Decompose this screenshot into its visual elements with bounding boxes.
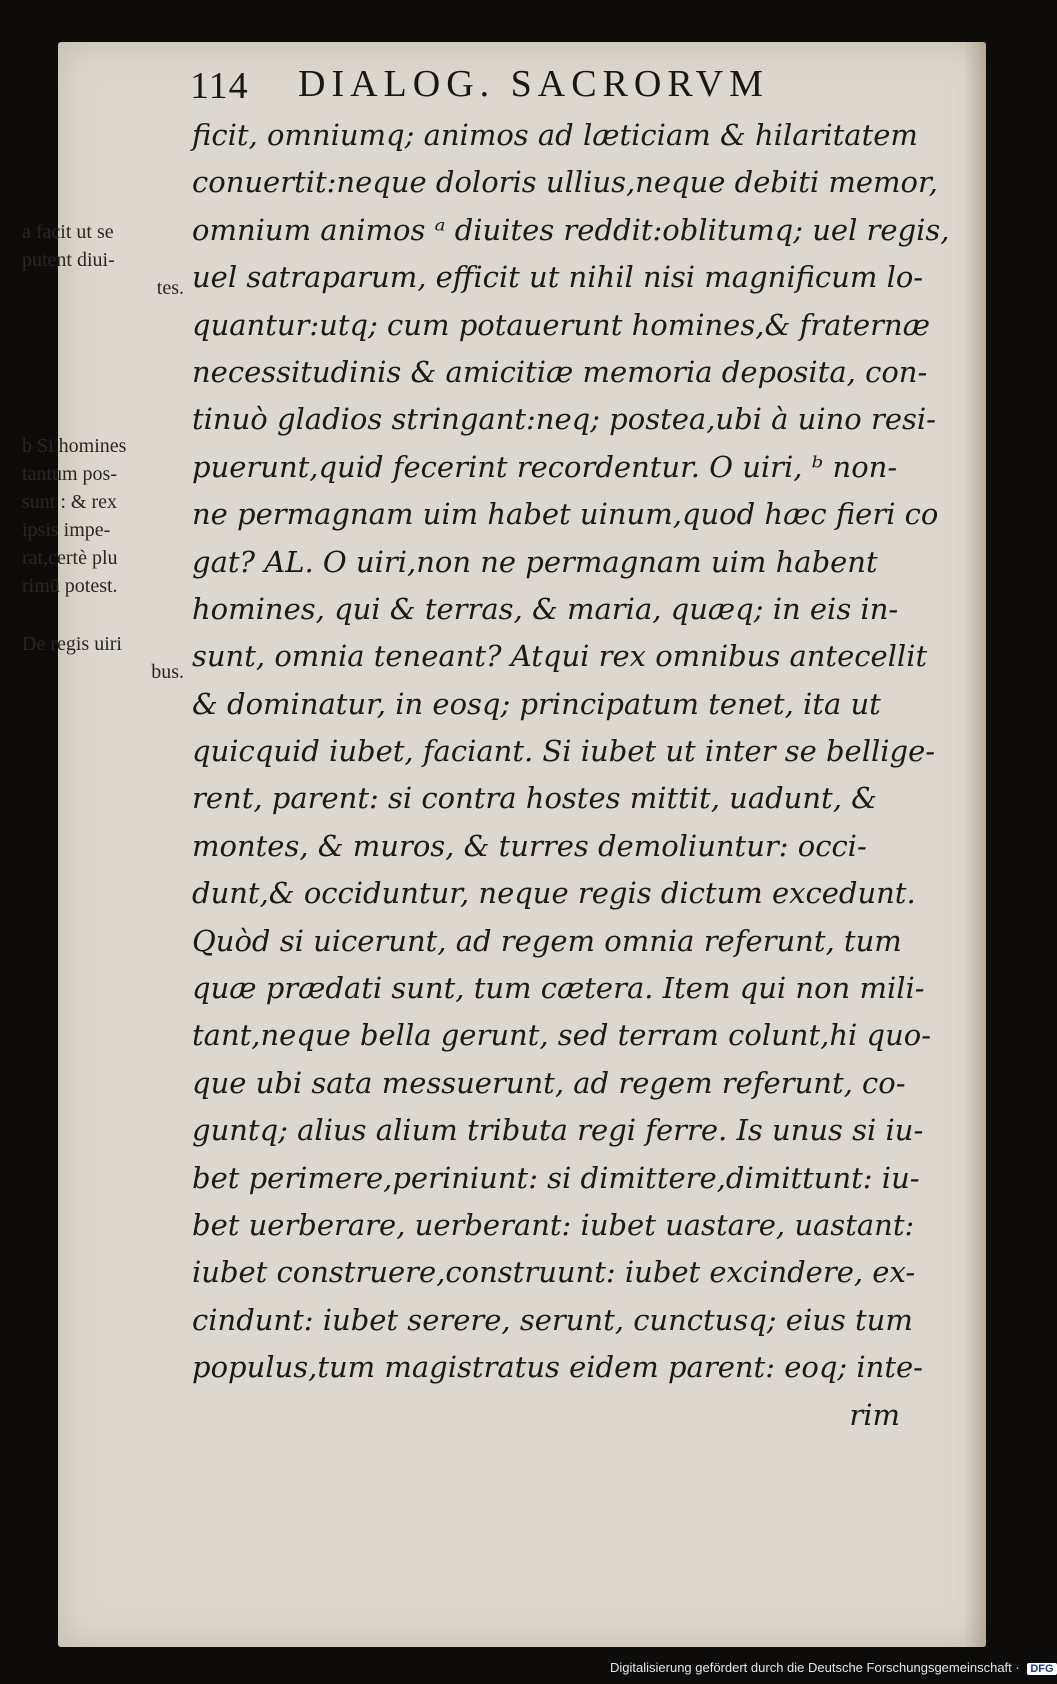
text-line: bet uerberare, uerberant: iubet uastare, uastant: — [192, 1207, 915, 1242]
margin-note-line: putent diui- — [22, 249, 115, 271]
running-head: DIALOG. SACRORVM — [298, 63, 769, 105]
text-line: homines, qui & terras, & maria, quæq; in eis in- — [192, 591, 899, 626]
text-line: & dominatur, in eosq; principatum tenet, ita ut — [192, 686, 881, 721]
margin-note-line: sunt : & rex — [22, 491, 117, 513]
text-line: iubet construere,construunt: iubet excindere, ex- — [192, 1255, 916, 1290]
main-text-block — [192, 112, 950, 1439]
text-line: tant,neque bella gerunt, sed terram colunt,hi quo- — [192, 1018, 932, 1053]
text-line: omnium animos ᵃ diuites reddit:oblitumq; uel regis, — [192, 212, 950, 247]
text-line: conuertit:neque doloris ullius,neque debiti memor, — [192, 165, 938, 200]
text-line: gat? AL. O uiri,non ne permagnam uim habent — [192, 544, 878, 579]
margin-note-line: bus. — [151, 661, 184, 683]
text-line: puerunt,quid fecerint recordentur. O uiri, ᵇ non- — [192, 449, 898, 484]
text-line: quæ prædati sunt, tum cætera. Item qui non mili- — [192, 971, 925, 1006]
page-number: 114 — [190, 65, 249, 107]
text-line: uel satraparum, efficit ut nihil nisi magnificum lo- — [192, 260, 924, 295]
margin-note-line: rat,certè plu — [22, 547, 118, 569]
margin-note-line: rimū potest. — [22, 575, 118, 597]
text-line: ne permagnam uim habet uinum,quod hæc fieri co — [192, 497, 939, 532]
text-line: que ubi sata messuerunt, ad regem referunt, co- — [192, 1065, 906, 1100]
margin-note-line: De regis uiri — [22, 633, 122, 655]
margin-note-line: b Si homines — [22, 435, 127, 457]
text-line: ficit, omniumq; animos ad læticiam & hilaritatem — [192, 118, 918, 152]
text-line: dunt,& occiduntur, neque regis dictum excedunt. — [192, 876, 916, 911]
margin-note-c — [22, 630, 192, 686]
margin-note-line: tantum pos- — [22, 463, 117, 485]
margin-note-b — [22, 432, 192, 600]
margin-note-a — [22, 218, 192, 302]
text-line: quicquid iubet, faciant. Si iubet ut inter se bellige- — [192, 734, 936, 769]
dfg-logo-icon: DFG — [1027, 1663, 1056, 1675]
text-line: montes, & muros, & turres demoliuntur: occi- — [192, 828, 867, 863]
digitization-footer — [610, 1660, 1057, 1675]
margin-note-line: tes. — [156, 277, 184, 299]
margin-note-line: a facit ut se — [22, 221, 114, 243]
text-line: tinuò gladios stringant:neq; postea,ubi à uino resi- — [192, 402, 936, 437]
catchword: rim — [849, 1397, 900, 1432]
page-edge-shadow — [964, 42, 986, 1647]
margin-note-line: ipsis impe- — [22, 519, 111, 541]
text-line: quantur:utq; cum potauerunt homines,& fraternæ — [192, 307, 930, 342]
text-line: necessitudinis & amicitiæ memoria deposita, con- — [192, 354, 928, 389]
text-line: rent, parent: si contra hostes mittit, uadunt, & — [192, 781, 877, 816]
text-line: bet perimere,periniunt: si dimittere,dimittunt: iu- — [192, 1160, 920, 1195]
text-line: guntq; alius alium tributa regi ferre. Is unus si iu- — [192, 1113, 924, 1148]
text-line: populus,tum magistratus eidem parent: eoq; inte- — [192, 1350, 923, 1385]
page-header — [190, 58, 890, 114]
text-line: cindunt: iubet serere, serunt, cunctusq; eius tum — [192, 1302, 913, 1337]
text-line: Quòd si uicerunt, ad regem omnia referunt, tum — [192, 923, 902, 958]
text-line: sunt, omnia teneant? Atqui rex omnibus antecellit — [192, 639, 928, 674]
footer-text: Digitalisierung gefördert durch die Deutsche Forschungsgemeinschaft · — [610, 1660, 1020, 1675]
